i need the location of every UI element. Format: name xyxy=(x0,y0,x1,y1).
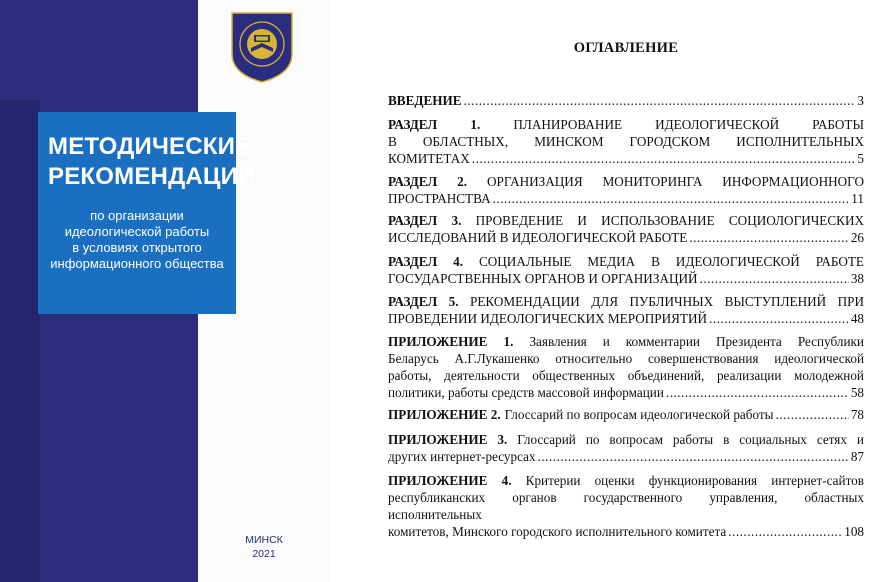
toc-entry-lead: РАЗДЕЛ 2. xyxy=(388,174,488,189)
toc-entry-line xyxy=(388,92,864,109)
toc-entry-lead: РАЗДЕЛ 3. xyxy=(388,213,476,228)
toc-entry-text: ПРОВЕДЕНИЕ И ИСПОЛЬЗОВАНИЕ СОЦИОЛОГИЧЕСКИХ xyxy=(475,213,864,228)
toc-entry-text: Критерии оценки функционирования интернет-сайтов xyxy=(525,473,864,488)
toc-entry-appendix-3[interactable] xyxy=(388,431,864,465)
toc-leader-dots xyxy=(666,384,849,401)
toc-page-number: 5 xyxy=(857,151,864,166)
toc-entry-appendix-1[interactable] xyxy=(388,333,864,401)
toc-entry-line xyxy=(388,384,864,401)
toc-entry-lead: РАЗДЕЛ 5. xyxy=(388,294,471,309)
toc-page-number: 3 xyxy=(857,93,864,108)
toc-entry-text: ОРГАНИЗАЦИЯ МОНИТОРИНГА ИНФОРМАЦИОННОГО xyxy=(487,174,864,189)
toc-leader-dots xyxy=(538,448,849,465)
toc-entry-line xyxy=(388,406,864,423)
table-of-contents xyxy=(388,0,864,582)
toc-entry-line: республиканских органов государственного управления, областных исполнительных xyxy=(388,490,864,522)
toc-page-number: 26 xyxy=(850,230,864,245)
toc-leader-dots xyxy=(493,190,850,207)
toc-entry-text: Глоссарий по вопросам идеологической работы xyxy=(504,407,774,422)
toc-entry-line xyxy=(388,150,864,167)
cover-dark-stripe xyxy=(0,100,40,582)
toc-entry-text: КОМИТЕТАХ xyxy=(388,151,470,166)
toc-leader-dots xyxy=(776,406,849,423)
toc-leader-dots xyxy=(728,523,842,540)
cover-title xyxy=(48,132,256,192)
cover-title-line: РЕКОМЕНДАЦИИ xyxy=(48,163,256,190)
toc-entry-lead: ПРИЛОЖЕНИЕ 2. xyxy=(388,407,501,422)
cover-subtitle-line: в условиях открытого xyxy=(72,240,202,255)
toc-entry-appendix-4[interactable] xyxy=(388,472,864,540)
toc-entry-line xyxy=(388,448,864,465)
toc-entry-text: других интернет-ресурсах xyxy=(388,449,536,464)
toc-entry-line xyxy=(388,270,864,287)
toc-leader-dots xyxy=(464,92,856,109)
cover-subtitle-line: по организации xyxy=(90,208,184,223)
cover-year: 2021 xyxy=(252,548,276,560)
toc-leader-dots xyxy=(700,270,849,287)
toc-entry-line xyxy=(388,523,864,540)
toc-entry-text: ИССЛЕДОВАНИЙ В ИДЕОЛОГИЧЕСКОЙ РАБОТЕ xyxy=(388,230,688,245)
cover-subtitle-line: информационного общества xyxy=(50,256,224,271)
toc-title: ОГЛАВЛЕНИЕ xyxy=(573,40,679,56)
cover-city: МИНСК xyxy=(245,534,283,546)
toc-page-number: 78 xyxy=(850,407,864,422)
toc-entry-line xyxy=(388,116,864,133)
book-cover xyxy=(0,0,330,582)
toc-entry-line xyxy=(388,333,864,350)
toc-entry-lead: ПРИЛОЖЕНИЕ 1. xyxy=(388,334,530,349)
toc-entry-text: ГОСУДАРСТВЕННЫХ ОРГАНОВ И ОРГАНИЗАЦИЙ xyxy=(388,271,698,286)
toc-entry-text: РЕКОМЕНДАЦИИ ДЛЯ ПУБЛИЧНЫХ ВЫСТУПЛЕНИЙ ПРИ xyxy=(470,294,864,309)
toc-entry-line xyxy=(388,472,864,489)
toc-entry-line xyxy=(388,229,864,246)
toc-entry-line: В ОБЛАСТНЫХ, МИНСКОМ ГОРОДСКОМ ИСПОЛНИТЕЛЬНЫХ xyxy=(388,134,864,149)
toc-entry-line xyxy=(388,431,864,448)
cover-title-box xyxy=(38,112,256,314)
toc-page-number: 108 xyxy=(844,524,864,539)
toc-entry-line xyxy=(388,310,864,327)
toc-entry-line xyxy=(388,190,864,207)
cover-subtitle xyxy=(48,208,226,272)
toc-entry-introduction[interactable] xyxy=(388,92,864,109)
toc-page-number: 48 xyxy=(850,311,864,326)
cover-title-line: МЕТОДИЧЕСКИЕ xyxy=(48,133,252,160)
toc-entry-lead: РАЗДЕЛ 4. xyxy=(388,254,479,269)
cover-subtitle-line: идеологической работы xyxy=(64,224,210,239)
toc-page-number: 87 xyxy=(850,449,864,464)
toc-entry-section-4[interactable] xyxy=(388,253,864,287)
toc-entry-text: Глоссарий по вопросам работы в социальных сетях и xyxy=(517,432,864,447)
academy-emblem-icon xyxy=(229,10,295,84)
toc-page-number: 58 xyxy=(850,385,864,400)
toc-page-number: 38 xyxy=(850,271,864,286)
toc-entry-text: комитетов, Минского городского исполнительного комитета xyxy=(388,524,727,539)
toc-entry-text: Заявления и комментарии Президента Республики xyxy=(529,334,864,349)
toc-entry-line: Беларусь А.Г.Лукашенко относительно совершенствования идеологической xyxy=(388,351,864,366)
toc-entry-line xyxy=(388,212,864,229)
toc-entry-text: ПРОВЕДЕНИИ ИДЕОЛОГИЧЕСКИХ МЕРОПРИЯТИЙ xyxy=(388,311,708,326)
toc-entry-appendix-2[interactable] xyxy=(388,406,864,423)
toc-entry-text: ПРОСТРАНСТВА xyxy=(388,191,491,206)
toc-entry-lead: РАЗДЕЛ 1. xyxy=(388,117,514,132)
toc-entry-section-5[interactable] xyxy=(388,293,864,327)
toc-entry-line xyxy=(388,253,864,270)
toc-entry-section-2[interactable] xyxy=(388,173,864,207)
toc-entry-line: работы, деятельности общественных объединений, реализации молодежной xyxy=(388,368,864,383)
toc-leader-dots xyxy=(709,310,849,327)
toc-leader-dots xyxy=(689,229,848,246)
toc-entry-line xyxy=(388,293,864,310)
toc-entry-lead: ВВЕДЕНИЕ xyxy=(388,93,462,108)
toc-entry-text: ПЛАНИРОВАНИЕ ИДЕОЛОГИЧЕСКОЙ РАБОТЫ xyxy=(513,117,864,132)
toc-entry-line xyxy=(388,173,864,190)
toc-entry-section-3[interactable] xyxy=(388,212,864,246)
toc-entry-text: политики, работы средств массовой информации xyxy=(388,385,664,400)
toc-entry-lead: ПРИЛОЖЕНИЕ 3. xyxy=(388,432,518,447)
toc-leader-dots xyxy=(472,150,856,167)
toc-entry-section-1[interactable] xyxy=(388,116,864,167)
toc-entry-lead: ПРИЛОЖЕНИЕ 4. xyxy=(388,473,526,488)
toc-entry-text: СОЦИАЛЬНЫЕ МЕДИА В ИДЕОЛОГИЧЕСКОЙ РАБОТЕ xyxy=(478,254,864,269)
toc-page-number: 11 xyxy=(851,191,864,206)
